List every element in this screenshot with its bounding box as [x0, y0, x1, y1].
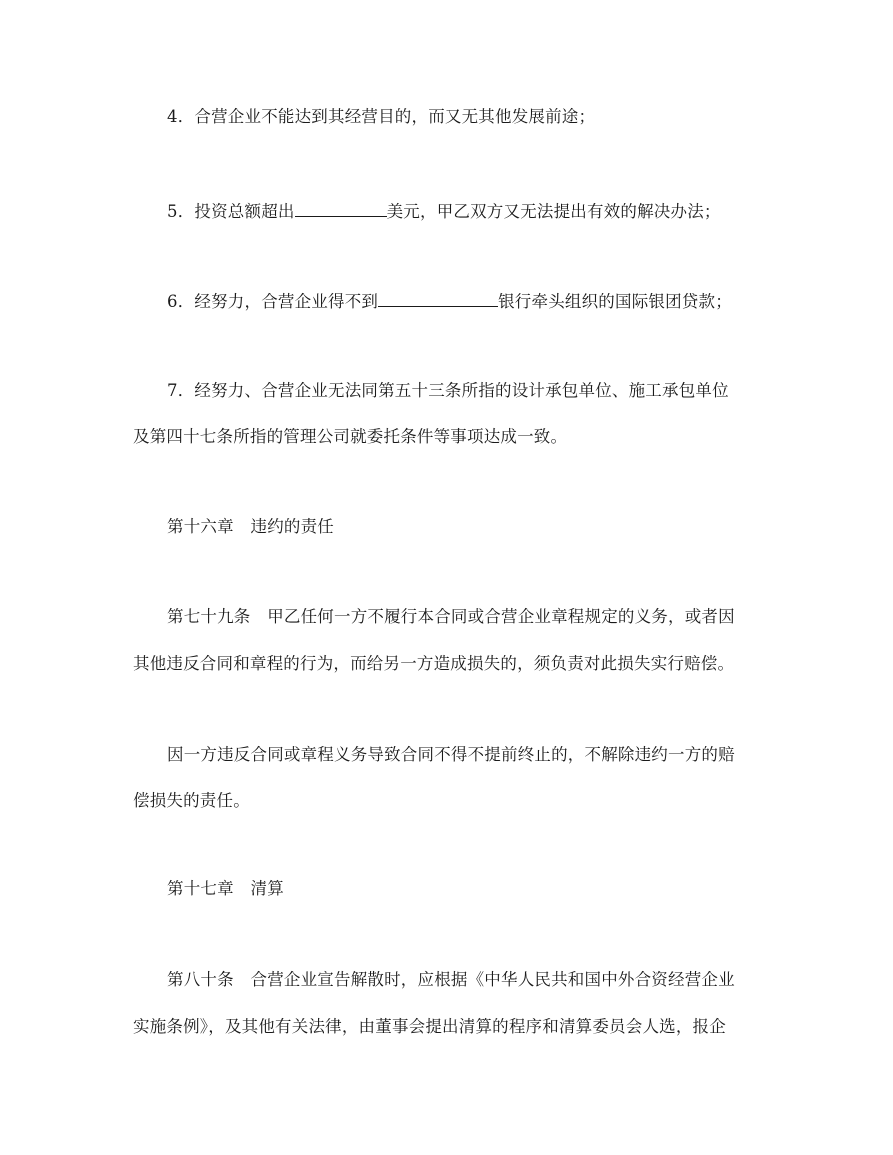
breach-paragraph-line-1: 因一方违反合同或章程义务导致合同不得不提前终止的，不解除违约一方的赔 [167, 745, 735, 764]
chapter-16-title: 第十六章 违约的责任 [167, 517, 334, 536]
item-7-line-2: 及第四十七条所指的管理公司就委托条件等事项达成一致。 [133, 427, 568, 446]
item-6-text-after: 银行牵头组织的国际银团贷款； [498, 292, 732, 311]
item-5-text-before: 5．投资总额超出 [167, 202, 295, 221]
item-4: 4．合营企业不能达到其经营目的，而又无其他发展前途； [167, 107, 596, 126]
article-79-line-1: 第七十九条 甲乙任何一方不履行本合同或合营企业章程规定的义务，或者因 [167, 607, 735, 626]
item-6-blank [378, 290, 498, 307]
item-7-line-1: 7．经努力、合营企业无法同第五十三条所指的设计承包单位、施工承包单位 [167, 381, 729, 400]
article-79-line-2: 其他违反合同和章程的行为，而给另一方造成损失的，须负责对此损失实行赔偿。 [133, 654, 735, 673]
item-5 [167, 200, 807, 222]
article-80-line-2: 实施条例》，及其他有关法律，由董事会提出清算的程序和清算委员会人选，报企 [133, 1017, 726, 1036]
breach-paragraph-line-2: 偿损失的责任。 [133, 791, 250, 810]
chapter-17-title: 第十七章 清算 [167, 879, 284, 898]
item-6 [167, 290, 807, 312]
item-5-blank [295, 200, 387, 217]
item-5-text-after: 美元，甲乙双方又无法提出有效的解决办法； [386, 202, 721, 221]
item-6-text-before: 6．经努力，合营企业得不到 [167, 292, 379, 311]
article-80-line-1: 第八十条 合营企业宣告解散时，应根据《中华人民共和国中外合资经营企业 [167, 970, 735, 989]
